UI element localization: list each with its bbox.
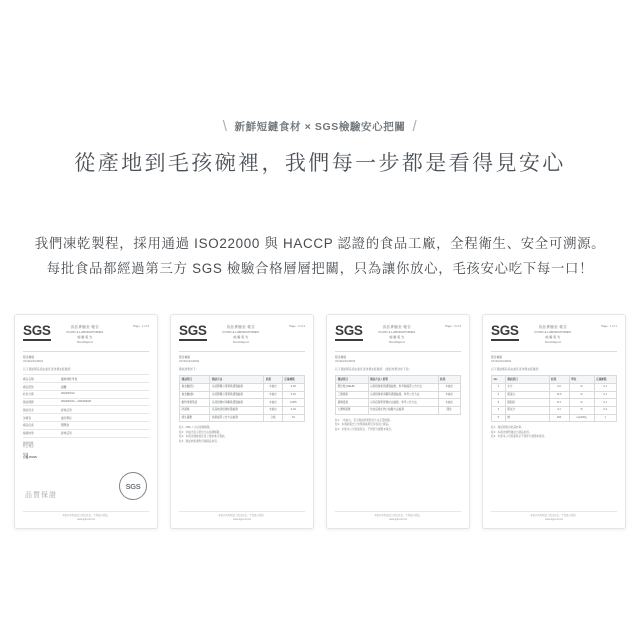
certificate-title-en: FOOD & LABORATORIES: [66, 330, 104, 335]
sgs-seal-icon: SGS: [119, 472, 147, 500]
column-header: 單位: [569, 376, 594, 384]
certificate-card[interactable]: [14, 314, 158, 529]
cell: 4: [492, 407, 506, 415]
certificate-header: [491, 324, 617, 348]
certificate-header-title: [207, 324, 275, 344]
cell: 依衛福部公告方法檢測: [210, 414, 264, 422]
eyebrow: [223, 118, 418, 135]
certificate-subtitle-zh: 檢 驗 報 告: [233, 335, 249, 340]
certificate-gallery: [14, 314, 626, 529]
certificate-card[interactable]: [482, 314, 626, 529]
divider: [23, 351, 149, 352]
cell: 重金屬(鉛): [180, 384, 210, 392]
sgs-logo: SGS: [491, 324, 519, 341]
note-line: 註1：「未檢出」表示測試結果低於方法定量極限。: [335, 418, 393, 422]
column-header: 定量極限: [282, 376, 304, 384]
cell: 陰性: [438, 407, 461, 415]
table: [179, 375, 305, 422]
certificate-notes: [491, 426, 617, 439]
cell: 0.1: [594, 407, 617, 415]
cell: 320: [549, 414, 569, 422]
certificate-notes: [179, 426, 305, 444]
slash-right-icon: /: [412, 118, 418, 135]
note-line: 註1：MDL = 方法偵測極限。: [179, 426, 213, 430]
certificate-page-number: Page : 3 of 3: [445, 324, 461, 328]
detail-value: 詳如后列: [61, 408, 72, 412]
cell: 未檢出: [264, 407, 282, 415]
cell: 0.1: [594, 384, 617, 392]
detail-value: 2024/03/12: [61, 392, 75, 396]
detail-value: 寵物凍乾零食: [61, 377, 78, 381]
cell: 0.02: [282, 384, 304, 392]
column-header: 結果: [438, 376, 461, 384]
table-row: [492, 384, 617, 392]
list-item: [23, 421, 149, 429]
certificate-subtitle-zh: 檢 驗 報 告: [545, 335, 561, 340]
column-header: 測試方法 / 說明: [368, 376, 438, 384]
table-row: [492, 407, 617, 415]
detail-key: 測試需求: [23, 408, 34, 412]
list-item: [23, 413, 149, 421]
signature-text: 品質保證: [25, 491, 57, 499]
cell: 以免疫親和管層析法檢測，參考公告方法: [368, 399, 438, 407]
detail-key: 檢測結果: [23, 432, 34, 436]
note-line: 註3：本報告僅就委託者之要求進行測試。: [179, 435, 228, 439]
cell: 0.01: [282, 391, 304, 399]
certificate-intro: 測試結果如下：: [179, 367, 199, 371]
cell: 重金屬(鎘): [180, 391, 210, 399]
certificate-ref-value: UK/2024/A0001: [23, 360, 44, 364]
table-row: [492, 391, 617, 399]
cell: 水分: [505, 384, 549, 392]
table-row: [180, 407, 305, 415]
certificate-page-number: Page : 1 of 1: [601, 324, 617, 328]
certificate-title-zh: 食品實驗室 報告: [382, 325, 412, 329]
certificate-conclusion-label: 結論: [23, 453, 29, 457]
cell: 未檢出: [438, 391, 461, 399]
list-item: [23, 374, 149, 382]
cell: 72.5: [549, 391, 569, 399]
table-row: [336, 391, 461, 399]
certificate-notes: [335, 419, 461, 432]
certificate-page-info: [587, 324, 617, 328]
detail-value: 委託單位: [61, 416, 72, 420]
footer-url: www.sgs.com.tw: [389, 518, 407, 522]
column-header: 測試方法: [210, 376, 264, 384]
certificate-header-title: [51, 324, 119, 344]
cell: %: [569, 384, 594, 392]
divider: [335, 351, 461, 352]
cell: 大腸桿菌群: [336, 407, 369, 415]
note-line: 註3：未經本公司書面同意不得部分複製本報告。: [491, 435, 547, 439]
column-header: 定量極限: [594, 376, 617, 384]
body-copy-line-1: 我們凍乾製程，採用通過 ISO22000 與 HACCP 認證的食品工廠，全程衛生、安全可溯源。: [34, 236, 606, 251]
certificate-footer: [335, 511, 461, 522]
cell: 以感應耦合電漿質譜儀檢測: [210, 391, 264, 399]
column-header: No.: [492, 376, 506, 384]
certificate-title-en: FOOD & LABORATORIES: [222, 330, 260, 335]
cell: 粗脂肪: [505, 399, 549, 407]
cell: 3: [492, 399, 506, 407]
certificate-ref-value: UK/2024/A0003: [335, 360, 356, 364]
table-row: [180, 384, 305, 392]
list-item: [23, 405, 149, 413]
certificate-card[interactable]: [326, 314, 470, 529]
cell: 1: [594, 414, 617, 422]
certificate-subtitle-en: Test Report: [544, 339, 561, 344]
table-row: [180, 399, 305, 407]
note-line: 註2：本報告僅對測試之樣品負責。: [491, 430, 532, 434]
cell: 以高效液相層析儀檢測: [210, 407, 264, 415]
certificate-page-info: [119, 324, 149, 328]
note-line: 註1：測試結果以乾基計算。: [491, 426, 524, 430]
detail-key: 送樣者: [23, 416, 32, 420]
cell: 以氣相層析質譜儀檢測，參考衛福部公告方法: [368, 384, 438, 392]
cell: 以液相層析串聯質譜儀檢測: [210, 399, 264, 407]
table-row: [180, 414, 305, 422]
list-item: [23, 429, 149, 438]
cell: 三聚氰胺: [336, 391, 369, 399]
certificate-ref-value: UK/2024/A0004: [491, 360, 512, 364]
cell: 未檢出: [438, 399, 461, 407]
footer-note: 本報告僅對測試之樣品負責，不得部分複製。: [218, 514, 266, 518]
footer-note: 本報告僅對測試之樣品負責，不得部分複製。: [530, 514, 578, 518]
detail-key: 樣品型態: [23, 385, 34, 389]
certificate-subtitle-en: Test Report: [232, 339, 249, 344]
cell: 鈉: [505, 414, 549, 422]
certificate-ref-label: 報告編號: [179, 356, 191, 359]
footer-note: 本報告僅對測試之樣品負責，不得部分複製。: [374, 514, 422, 518]
note-line: 註3：未經本公司書面同意，不得部分複製本報告。: [335, 427, 394, 431]
certificate-signature-area: [25, 472, 147, 500]
certificate-title-en: FOOD & LABORATORIES: [378, 330, 416, 335]
cell: 0.005: [282, 399, 304, 407]
cell: %: [569, 399, 594, 407]
certificate-conclusion-value: 合格 PASS: [23, 456, 37, 460]
column-header: 測試項目: [505, 376, 549, 384]
table-header-row: [180, 376, 305, 384]
detail-value: 詳如后列: [61, 432, 72, 436]
certificate-ref-label: 報告編號: [23, 356, 35, 359]
body-copy-line-2: 每批食品都經過第三方 SGS 檢驗合格層層把關，只為讓你放心，毛孩安心吃下每一口！: [46, 260, 594, 276]
list-item: [23, 382, 149, 390]
note-line: 註4：測試結果僅對所測樣品負責。: [179, 439, 220, 443]
slash-left-icon: \: [222, 118, 228, 135]
cell: 未檢出: [438, 384, 461, 392]
certificate-title-en: FOOD & LABORATORIES: [534, 330, 572, 335]
detail-key: 樣品名稱: [23, 377, 34, 381]
cell: 1: [492, 384, 506, 392]
certificate-title-zh: 食品實驗室 報告: [538, 325, 568, 329]
table-header-row: [492, 376, 617, 384]
sgs-logo: SGS: [23, 324, 51, 341]
table-row: [336, 384, 461, 392]
eyebrow-label: 新鮮短鏈食材 × SGS檢驗安心把關: [234, 121, 406, 133]
cell: 4.1: [549, 407, 569, 415]
certificate-footer: [179, 511, 305, 522]
note-line: 註2：本測試報告之結果僅適用於所收到之樣品。: [335, 423, 391, 427]
sgs-logo: SGS: [179, 324, 207, 341]
cell: 0.01: [282, 407, 304, 415]
certificate-title-zh: 食品實驗室 報告: [226, 325, 256, 329]
certificate-ref-value: UK/2024/A0002: [179, 360, 200, 364]
cell: 合格: [264, 414, 282, 422]
cell: 8.4: [549, 399, 569, 407]
eyebrow-banner: [0, 118, 640, 135]
column-header: 測試項目: [336, 376, 369, 384]
detail-value: 2024/03/12 ~ 2024/03/20: [61, 400, 91, 404]
table-row: [492, 414, 617, 422]
cell: 未檢出: [264, 391, 282, 399]
cell: 10: [282, 414, 304, 422]
certificate-page-number: Page : 2 of 3: [289, 324, 305, 328]
certificate-subtitle-en: Test Report: [388, 339, 405, 344]
certificate-header: [23, 324, 149, 348]
cell: 防腐劑: [180, 407, 210, 415]
table-row: [180, 391, 305, 399]
cell: 未檢出: [264, 384, 282, 392]
cell: 黃麴毒素: [336, 399, 369, 407]
cell: 以感應耦合電漿質譜儀檢測: [210, 384, 264, 392]
certificate-title-zh: 食品實驗室 報告: [70, 325, 100, 329]
cell: %: [569, 391, 594, 399]
certificate-intro: 以下測試樣品係由委託者送樣並經確認：: [491, 367, 542, 371]
detail-key: 樣品包裝: [23, 424, 34, 428]
sgs-logo: SGS: [335, 324, 363, 341]
certificate-intro: 以下測試樣品係由委託者送樣並經確認：: [23, 367, 74, 371]
certificate-card[interactable]: [170, 314, 314, 529]
detail-value: 塑膠袋: [61, 424, 70, 428]
certificate-subtitle-zh: 檢 驗 報 告: [389, 335, 405, 340]
table: [335, 375, 461, 414]
cell: mg/100g: [569, 414, 594, 422]
cell: 0.1: [594, 391, 617, 399]
cell: 動物用藥殘留: [180, 399, 210, 407]
certificate-subtitle-en: Test Report: [76, 339, 93, 344]
table-header-row: [336, 376, 461, 384]
column-header: 測試項目: [180, 376, 210, 384]
cell: 總生菌數: [180, 414, 210, 422]
cell: %: [569, 407, 594, 415]
certificate-page-info: [275, 324, 305, 328]
certificate-ref-label: 報告編號: [335, 356, 347, 359]
page-title: 從產地到毛孩碗裡，我們每一步都是看得見安心: [74, 152, 566, 175]
certificate-header: [335, 324, 461, 348]
detail-key: 測試期間: [23, 401, 34, 405]
certificate-header: [179, 324, 305, 348]
divider: [179, 351, 305, 352]
cell: 2: [492, 391, 506, 399]
table-row: [336, 407, 461, 415]
list-item: [23, 390, 149, 398]
cell: 3.2: [549, 384, 569, 392]
cell: 粗灰分: [505, 407, 549, 415]
certificate-footer: [23, 511, 149, 522]
detail-key: 收件日期: [23, 393, 34, 397]
certificate-subtitle-zh: 檢 驗 報 告: [77, 335, 93, 340]
certificate-ref-label: 報告編號: [491, 356, 503, 359]
cell: 塑化劑 (DEHP): [336, 384, 369, 392]
certificate-result-label: 測試結果: [23, 441, 34, 445]
table-row: [492, 399, 617, 407]
certificate-page-number: Page : 1 of 3: [133, 324, 149, 328]
footer-note: 本報告僅對測試之樣品負責，不得部分複製。: [62, 514, 110, 518]
certificate-header-title: [363, 324, 431, 344]
footer-url: www.sgs.com.tw: [233, 518, 251, 522]
table: [491, 375, 617, 422]
cell: 粗蛋白: [505, 391, 549, 399]
footer-url: www.sgs.com.tw: [77, 518, 95, 522]
cell: 5: [492, 414, 506, 422]
note-line: 註2：未檢出表示低於方法偵測極限。: [179, 430, 222, 434]
cell: 依食品微生物之檢驗方法檢測: [368, 407, 438, 415]
certificate-header-title: [519, 324, 587, 344]
body-copy: [0, 232, 640, 282]
column-header: 結果: [264, 376, 282, 384]
cell: 0.1: [594, 399, 617, 407]
certificate-page-info: [431, 324, 461, 328]
divider: [491, 351, 617, 352]
certificate-result-value: 符合規定: [23, 444, 35, 448]
certificate-intro: 以下測試樣品係由委託者送樣並經確認：(測試結果詳如下表): [335, 367, 410, 371]
certificate-detail-list: [23, 374, 149, 437]
cell: 未檢出: [264, 399, 282, 407]
column-header: 結果: [549, 376, 569, 384]
certificate-footer: [491, 511, 617, 522]
cell: 以液相層析串聯質譜儀檢測，參考公告方法: [368, 391, 438, 399]
table-row: [336, 399, 461, 407]
detail-value: 固體: [61, 385, 67, 389]
list-item: [23, 398, 149, 406]
footer-url: www.sgs.com.tw: [545, 518, 563, 522]
